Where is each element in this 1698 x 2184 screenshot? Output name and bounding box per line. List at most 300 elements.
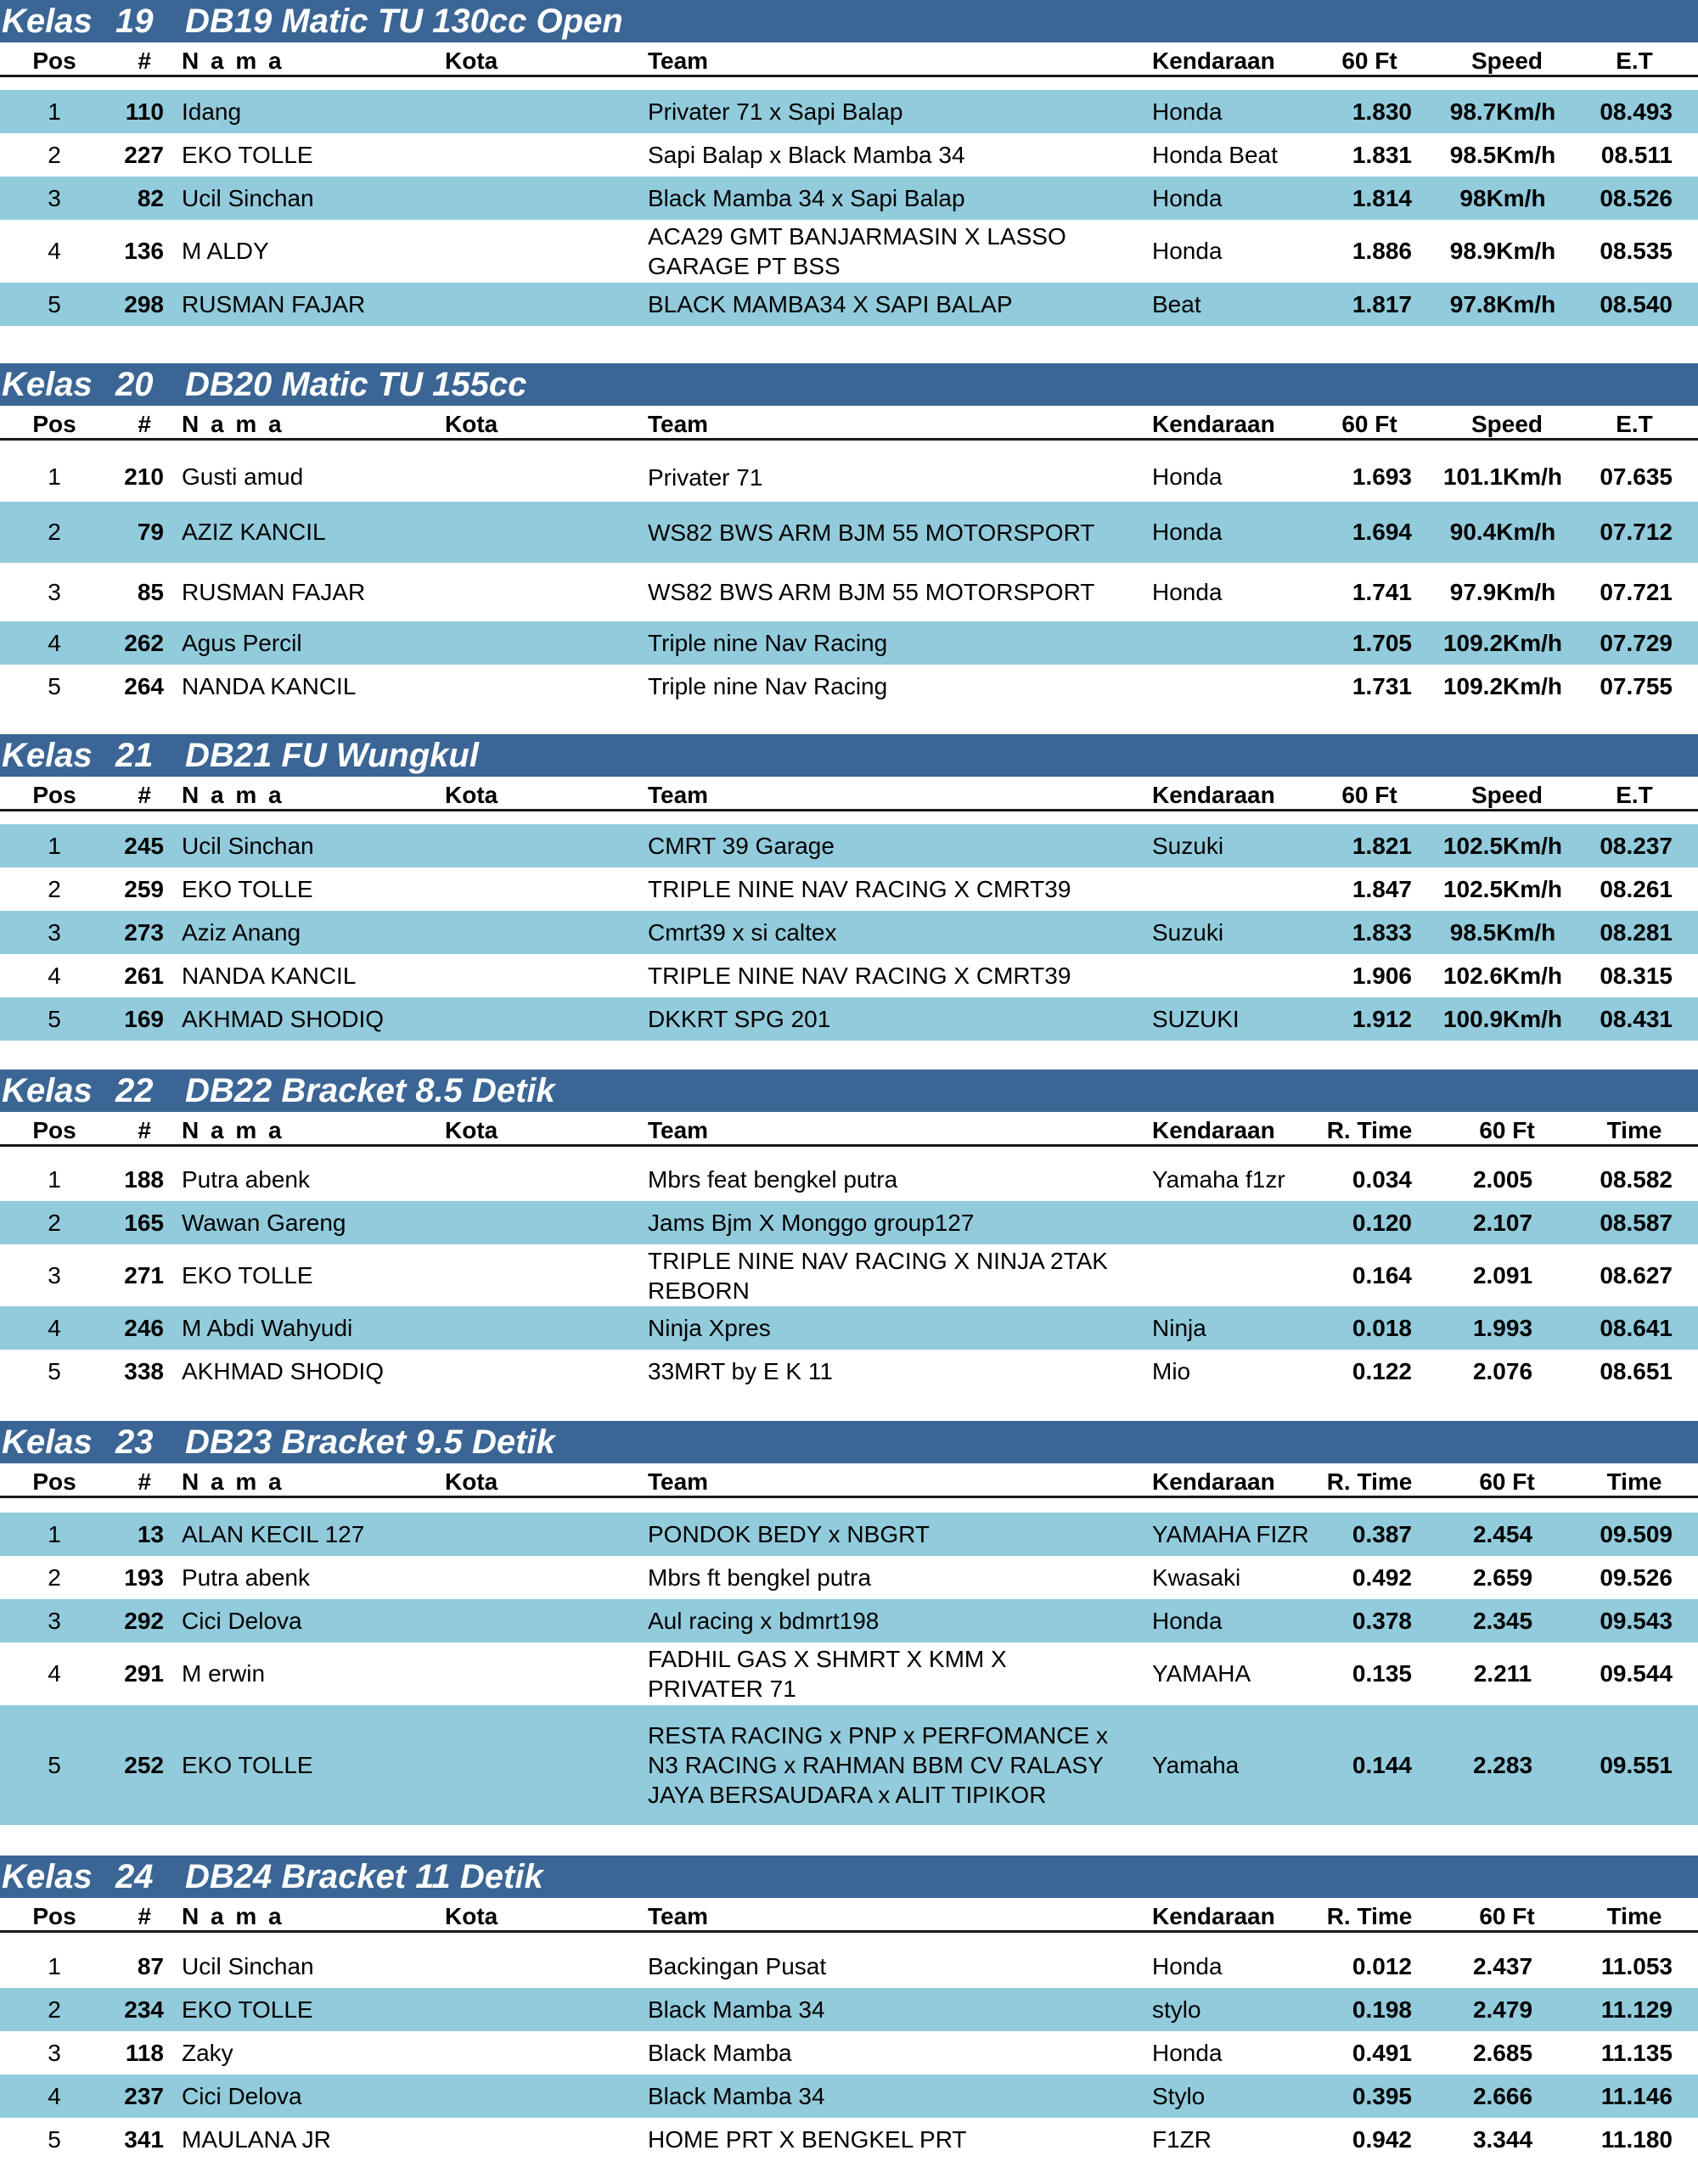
vehicle-cell: Yamaha bbox=[1152, 1751, 1240, 1778]
table-header bbox=[0, 1898, 1698, 1933]
kota-cell bbox=[445, 1244, 640, 1306]
value-cell-3: 08.281 bbox=[1600, 918, 1673, 946]
header-col-1: 60 Ft bbox=[1341, 782, 1397, 808]
value-cell-2: 97.9Km/h bbox=[1449, 578, 1556, 605]
racer-name-cell: Ucil Sinchan bbox=[182, 832, 314, 859]
value-cell-2: 2.659 bbox=[1472, 1564, 1533, 1591]
kota-cell bbox=[445, 452, 640, 502]
racer-number-cell: 118 bbox=[125, 2039, 164, 2066]
position-cell: 5 bbox=[48, 290, 61, 317]
team-cell: Black Mamba 34 bbox=[648, 2083, 825, 2109]
kota-cell bbox=[445, 177, 640, 220]
racer-number-cell: 234 bbox=[124, 1996, 164, 2023]
class-label: Kelas bbox=[2, 1072, 93, 1109]
position-cell: 5 bbox=[48, 1357, 61, 1384]
racer-name-cell: M erwin bbox=[182, 1660, 266, 1687]
table-row bbox=[0, 1513, 1698, 1556]
value-cell-2: 2.091 bbox=[1472, 1261, 1533, 1289]
table-row bbox=[0, 563, 1698, 621]
table-row bbox=[0, 2031, 1698, 2075]
value-cell-1: 1.694 bbox=[1352, 519, 1412, 545]
class-label: Kelas bbox=[2, 1423, 93, 1461]
table-row bbox=[0, 1350, 1698, 1393]
class-number: 24 bbox=[115, 1858, 154, 1895]
table-row bbox=[0, 867, 1698, 911]
value-cell-3: 09.526 bbox=[1600, 1564, 1673, 1591]
value-cell-2: 102.5Km/h bbox=[1442, 875, 1563, 902]
kota-cell bbox=[445, 220, 640, 283]
table-header bbox=[0, 1112, 1698, 1147]
value-cell-3: 11.180 bbox=[1600, 2125, 1673, 2153]
racer-number-cell: 246 bbox=[124, 1314, 164, 1341]
racer-number-cell: 261 bbox=[124, 962, 164, 989]
value-cell-1: 0.491 bbox=[1352, 2039, 1412, 2066]
vehicle-cell: SUZUKI bbox=[1152, 1005, 1240, 1032]
header-nama: N a m a bbox=[182, 1903, 284, 1929]
header-col-1: R. Time bbox=[1326, 1468, 1413, 1495]
header-number: # bbox=[138, 1117, 151, 1143]
racer-number-cell: 338 bbox=[124, 1357, 164, 1384]
header-pos: Pos bbox=[32, 411, 76, 437]
value-cell-1: 0.135 bbox=[1352, 1660, 1412, 1687]
value-cell-1: 1.817 bbox=[1352, 290, 1412, 317]
header-col-3: Time bbox=[1606, 1468, 1662, 1495]
vehicle-cell: Honda bbox=[1152, 238, 1223, 264]
value-cell-3: 07.712 bbox=[1600, 519, 1673, 545]
kota-cell bbox=[445, 563, 640, 621]
racer-name-cell: Ucil Sinchan bbox=[182, 1952, 314, 1979]
class-name: DB21 FU Wungkul bbox=[185, 737, 479, 774]
table-row bbox=[0, 2118, 1698, 2161]
header-team: Team bbox=[648, 1468, 709, 1495]
value-cell-3: 08.535 bbox=[1600, 238, 1673, 264]
team-cell: DKKRT SPG 201 bbox=[648, 1006, 831, 1032]
vehicle-cell: Honda bbox=[1152, 98, 1223, 125]
position-cell: 5 bbox=[48, 1751, 61, 1778]
position-cell: 1 bbox=[48, 463, 61, 490]
header-number: # bbox=[138, 1468, 151, 1495]
class-number: 22 bbox=[115, 1072, 154, 1109]
value-cell-1: 0.164 bbox=[1352, 1261, 1412, 1289]
vehicle-cell: stylo bbox=[1152, 1996, 1201, 2023]
table-header bbox=[0, 406, 1698, 441]
vehicle-cell: Ninja bbox=[1152, 1314, 1206, 1341]
header-kota: Kota bbox=[445, 1468, 498, 1495]
value-cell-2: 2.479 bbox=[1472, 1996, 1533, 2023]
value-cell-1: 1.847 bbox=[1352, 875, 1412, 902]
header-col-3: E.T bbox=[1616, 782, 1653, 808]
value-cell-2: 3.344 bbox=[1472, 2125, 1533, 2153]
value-cell-3: 08.493 bbox=[1600, 98, 1673, 125]
class-number: 20 bbox=[115, 366, 154, 403]
table-header bbox=[0, 777, 1698, 811]
team-cell: Cmrt39 x si caltex bbox=[648, 919, 837, 946]
header-team: Team bbox=[648, 1903, 709, 1929]
kota-cell bbox=[445, 867, 640, 911]
value-cell-3: 07.721 bbox=[1600, 578, 1673, 605]
value-cell-3: 09.551 bbox=[1600, 1751, 1673, 1778]
value-cell-1: 0.387 bbox=[1352, 1520, 1412, 1547]
position-cell: 3 bbox=[48, 578, 61, 605]
team-cell: Sapi Balap x Black Mamba 34 bbox=[648, 142, 965, 168]
vehicle-cell: Honda bbox=[1152, 184, 1223, 211]
value-cell-1: 1.831 bbox=[1352, 141, 1412, 168]
vehicle-cell bbox=[1152, 665, 1313, 708]
team-cell: HOME PRT X BENGKEL PRT bbox=[648, 2126, 967, 2153]
header-pos: Pos bbox=[32, 48, 76, 74]
value-cell-1: 0.198 bbox=[1352, 1996, 1412, 2023]
value-cell-2: 98.7Km/h bbox=[1449, 98, 1556, 125]
value-cell-3: 08.431 bbox=[1600, 1005, 1673, 1032]
header-team: Team bbox=[648, 411, 709, 437]
kota-cell bbox=[445, 1599, 640, 1642]
header-col-3: E.T bbox=[1616, 48, 1653, 74]
kota-cell bbox=[445, 1350, 640, 1393]
racer-name-cell: Putra abenk bbox=[182, 1165, 310, 1193]
table-row bbox=[0, 1705, 1698, 1825]
table-row bbox=[0, 133, 1698, 177]
kota-cell bbox=[445, 621, 640, 665]
header-number: # bbox=[138, 48, 151, 74]
value-cell-2: 2.005 bbox=[1472, 1165, 1533, 1193]
vehicle-cell: Suzuki bbox=[1152, 832, 1224, 859]
header-kendaraan: Kendaraan bbox=[1152, 1903, 1275, 1929]
kota-cell bbox=[445, 283, 640, 326]
table-row bbox=[0, 1244, 1698, 1306]
kota-cell bbox=[445, 2031, 640, 2075]
racer-name-cell: AZIZ KANCIL bbox=[182, 519, 326, 545]
header-col-2: Speed bbox=[1470, 782, 1543, 808]
kota-cell bbox=[445, 665, 640, 708]
value-cell-1: 1.693 bbox=[1352, 463, 1412, 490]
header-col-1: 60 Ft bbox=[1341, 48, 1397, 74]
table-row bbox=[0, 1945, 1698, 1988]
table-row bbox=[0, 997, 1698, 1041]
value-cell-2: 2.211 bbox=[1473, 1660, 1532, 1687]
team-cell: BLACK MAMBA34 X SAPI BALAP bbox=[648, 291, 1013, 317]
value-cell-3: 08.511 bbox=[1600, 141, 1673, 168]
value-cell-1: 0.395 bbox=[1352, 2082, 1412, 2109]
racer-number-cell: 87 bbox=[137, 1952, 164, 1979]
team-cell: Black Mamba bbox=[648, 2040, 792, 2066]
table-row bbox=[0, 824, 1698, 867]
value-cell-3: 09.543 bbox=[1600, 1607, 1673, 1634]
team-cell: Triple nine Nav Racing bbox=[648, 630, 888, 656]
header-col-3: Time bbox=[1606, 1117, 1662, 1143]
table-row bbox=[0, 1599, 1698, 1642]
racer-number-cell: 341 bbox=[124, 2125, 164, 2153]
table-row bbox=[0, 90, 1698, 133]
value-cell-1: 0.144 bbox=[1352, 1751, 1412, 1778]
racer-name-cell: Gusti amud bbox=[182, 463, 304, 490]
header-nama: N a m a bbox=[182, 782, 284, 808]
value-cell-2: 98.9Km/h bbox=[1449, 238, 1556, 264]
header-col-1: 60 Ft bbox=[1341, 411, 1397, 437]
position-cell: 3 bbox=[48, 2039, 61, 2066]
class-title-bar bbox=[0, 1856, 1698, 1898]
team-cell: PONDOK BEDY x NBGRT bbox=[648, 1521, 930, 1547]
value-cell-3: 07.755 bbox=[1600, 672, 1673, 699]
value-cell-2: 102.6Km/h bbox=[1442, 962, 1563, 989]
table-header bbox=[0, 1463, 1698, 1498]
racer-name-cell: EKO TOLLE bbox=[182, 875, 313, 902]
class-title-bar bbox=[0, 363, 1698, 406]
kota-cell bbox=[445, 90, 640, 133]
position-cell: 4 bbox=[48, 629, 61, 656]
racer-number-cell: 227 bbox=[124, 141, 164, 168]
value-cell-2: 2.076 bbox=[1472, 1357, 1533, 1384]
kota-cell bbox=[445, 824, 640, 867]
table-row bbox=[0, 2075, 1698, 2118]
value-cell-3: 08.261 bbox=[1600, 875, 1673, 902]
table-row bbox=[0, 1201, 1698, 1244]
value-cell-3: 09.509 bbox=[1600, 1520, 1673, 1547]
value-cell-3: 08.315 bbox=[1600, 962, 1673, 989]
team-cell: Jams Bjm X Monggo group127 bbox=[648, 1210, 975, 1236]
racer-name-cell: Cici Delova bbox=[182, 1607, 302, 1634]
position-cell: 5 bbox=[48, 672, 61, 699]
value-cell-1: 1.731 bbox=[1352, 672, 1412, 699]
value-cell-2: 98Km/h bbox=[1459, 184, 1546, 211]
racer-number-cell: 259 bbox=[124, 875, 164, 902]
header-nama: N a m a bbox=[182, 48, 284, 74]
header-nama: N a m a bbox=[182, 1468, 284, 1495]
value-cell-3: 08.587 bbox=[1600, 1209, 1673, 1236]
value-cell-1: 1.830 bbox=[1352, 98, 1412, 125]
header-team: Team bbox=[648, 1117, 709, 1143]
position-cell: 4 bbox=[48, 1660, 61, 1687]
header-number: # bbox=[138, 782, 151, 808]
header-kota: Kota bbox=[445, 1117, 498, 1143]
vehicle-cell bbox=[1152, 867, 1313, 911]
value-cell-1: 0.034 bbox=[1352, 1165, 1412, 1193]
kota-cell bbox=[445, 954, 640, 997]
value-cell-2: 2.454 bbox=[1472, 1520, 1533, 1547]
value-cell-1: 0.012 bbox=[1352, 1952, 1412, 1979]
position-cell: 1 bbox=[48, 1165, 61, 1193]
value-cell-3: 11.135 bbox=[1600, 2039, 1673, 2066]
position-cell: 3 bbox=[48, 1607, 61, 1634]
racer-number-cell: 298 bbox=[124, 290, 164, 317]
position-cell: 4 bbox=[48, 1314, 61, 1341]
value-cell-1: 1.833 bbox=[1352, 918, 1412, 946]
table-row bbox=[0, 1988, 1698, 2031]
position-cell: 2 bbox=[48, 1209, 61, 1236]
vehicle-cell: Honda Beat bbox=[1152, 141, 1278, 168]
value-cell-2: 2.283 bbox=[1472, 1751, 1533, 1778]
value-cell-2: 2.685 bbox=[1472, 2039, 1533, 2066]
header-kota: Kota bbox=[445, 48, 498, 74]
value-cell-1: 1.814 bbox=[1352, 184, 1412, 211]
kota-cell bbox=[445, 911, 640, 954]
kota-cell bbox=[445, 2118, 640, 2161]
table-row bbox=[0, 502, 1698, 563]
racer-name-cell: Zaky bbox=[182, 2039, 233, 2066]
table-row bbox=[0, 1642, 1698, 1705]
header-nama: N a m a bbox=[182, 411, 284, 437]
table-row bbox=[0, 1306, 1698, 1350]
header-kendaraan: Kendaraan bbox=[1152, 48, 1275, 74]
value-cell-3: 07.729 bbox=[1600, 629, 1673, 656]
kota-cell bbox=[445, 1988, 640, 2031]
racer-number-cell: 262 bbox=[124, 629, 164, 656]
value-cell-3: 09.544 bbox=[1600, 1660, 1673, 1687]
kota-cell bbox=[445, 2075, 640, 2118]
value-cell-1: 0.122 bbox=[1352, 1357, 1412, 1384]
value-cell-2: 98.5Km/h bbox=[1449, 918, 1556, 946]
value-cell-1: 1.821 bbox=[1352, 832, 1412, 859]
racer-number-cell: 291 bbox=[124, 1660, 164, 1687]
racer-number-cell: 13 bbox=[137, 1520, 164, 1547]
racer-name-cell: M ALDY bbox=[182, 238, 269, 264]
value-cell-3: 08.526 bbox=[1600, 184, 1673, 211]
position-cell: 3 bbox=[48, 918, 61, 946]
value-cell-3: 11.129 bbox=[1600, 1996, 1673, 2023]
position-cell: 4 bbox=[48, 2082, 61, 2109]
racer-name-cell: M Abdi Wahyudi bbox=[182, 1314, 353, 1341]
value-cell-3: 08.627 bbox=[1600, 1261, 1673, 1289]
team-cell: Black Mamba 34 bbox=[648, 1996, 825, 2023]
kota-cell bbox=[445, 1306, 640, 1350]
table-row bbox=[0, 665, 1698, 708]
value-cell-1: 0.492 bbox=[1352, 1564, 1412, 1591]
header-team: Team bbox=[648, 782, 709, 808]
class-title-bar bbox=[0, 1070, 1698, 1112]
racer-name-cell: EKO TOLLE bbox=[182, 141, 313, 168]
racer-number-cell: 210 bbox=[124, 463, 164, 490]
header-pos: Pos bbox=[32, 1117, 76, 1143]
value-cell-2: 97.8Km/h bbox=[1449, 290, 1556, 317]
header-kendaraan: Kendaraan bbox=[1152, 1117, 1275, 1143]
vehicle-cell: Suzuki bbox=[1152, 918, 1224, 946]
vehicle-cell: Honda bbox=[1152, 2039, 1223, 2066]
racer-name-cell: Wawan Gareng bbox=[182, 1209, 346, 1236]
racer-number-cell: 193 bbox=[124, 1564, 164, 1591]
header-pos: Pos bbox=[32, 1468, 76, 1495]
value-cell-2: 101.1Km/h bbox=[1442, 463, 1563, 490]
position-cell: 5 bbox=[48, 1005, 61, 1032]
header-col-3: Time bbox=[1606, 1903, 1662, 1929]
class-label: Kelas bbox=[2, 366, 93, 403]
vehicle-cell: Yamaha f1zr bbox=[1152, 1165, 1285, 1193]
position-cell: 2 bbox=[48, 141, 61, 168]
vehicle-cell: Beat bbox=[1152, 290, 1201, 317]
racer-name-cell: Agus Percil bbox=[182, 629, 302, 656]
value-cell-3: 07.635 bbox=[1600, 463, 1673, 490]
team-cell: RESTA RACING x PNP x PERFOMANCE x N3 RACING x RAHMAN BBM CV RALASY JAYA BERSAUDARA x ALIT TIPIKOR bbox=[648, 1722, 1108, 1808]
class-label: Kelas bbox=[2, 737, 93, 774]
class-title-bar bbox=[0, 1421, 1698, 1463]
team-cell: Triple nine Nav Racing bbox=[648, 673, 888, 699]
class-name: DB24 Bracket 11 Detik bbox=[185, 1858, 543, 1895]
team-cell: Aul racing x bdmrt198 bbox=[648, 1608, 880, 1634]
kota-cell bbox=[445, 133, 640, 177]
vehicle-cell: Mio bbox=[1152, 1357, 1191, 1384]
value-cell-3: 11.146 bbox=[1600, 2082, 1673, 2109]
value-cell-2: 109.2Km/h bbox=[1442, 672, 1563, 699]
position-cell: 3 bbox=[48, 184, 61, 211]
header-col-1: R. Time bbox=[1326, 1117, 1413, 1143]
value-cell-2: 109.2Km/h bbox=[1442, 629, 1563, 656]
vehicle-cell: Stylo bbox=[1152, 2082, 1206, 2109]
racer-number-cell: 85 bbox=[137, 578, 164, 605]
vehicle-cell: F1ZR bbox=[1152, 2125, 1212, 2153]
team-cell: Ninja Xpres bbox=[648, 1315, 771, 1341]
value-cell-1: 0.378 bbox=[1352, 1607, 1412, 1634]
position-cell: 2 bbox=[48, 1564, 61, 1591]
kota-cell bbox=[445, 1945, 640, 1988]
value-cell-1: 1.705 bbox=[1352, 629, 1412, 656]
racer-name-cell: EKO TOLLE bbox=[182, 1996, 313, 2023]
value-cell-1: 1.886 bbox=[1352, 238, 1412, 264]
vehicle-cell: Honda bbox=[1152, 1607, 1223, 1634]
team-cell: Black Mamba 34 x Sapi Balap bbox=[648, 185, 965, 211]
table-row bbox=[0, 621, 1698, 665]
table-row bbox=[0, 220, 1698, 283]
kota-cell bbox=[445, 1513, 640, 1556]
table-row bbox=[0, 177, 1698, 220]
racer-name-cell: EKO TOLLE bbox=[182, 1261, 313, 1289]
racer-name-cell: ALAN KECIL 127 bbox=[182, 1520, 365, 1547]
team-cell: CMRT 39 Garage bbox=[648, 833, 835, 859]
team-cell: Mbrs ft bengkel putra bbox=[648, 1564, 872, 1591]
racer-number-cell: 82 bbox=[137, 184, 164, 211]
vehicle-cell: YAMAHA FIZR bbox=[1152, 1520, 1309, 1547]
kota-cell bbox=[445, 1158, 640, 1201]
position-cell: 2 bbox=[48, 875, 61, 902]
racer-number-cell: 264 bbox=[124, 672, 164, 699]
header-kendaraan: Kendaraan bbox=[1152, 782, 1275, 808]
header-kota: Kota bbox=[445, 1903, 498, 1929]
value-cell-1: 1.906 bbox=[1352, 962, 1412, 989]
racer-name-cell: Idang bbox=[182, 98, 242, 125]
header-nama: N a m a bbox=[182, 1117, 284, 1143]
team-cell: TRIPLE NINE NAV RACING X NINJA 2TAK REBORN bbox=[648, 1247, 1108, 1304]
vehicle-cell: Honda bbox=[1152, 578, 1223, 605]
kota-cell bbox=[445, 1201, 640, 1244]
position-cell: 1 bbox=[48, 1520, 61, 1547]
kota-cell bbox=[445, 1556, 640, 1599]
class-name: DB22 Bracket 8.5 Detik bbox=[185, 1072, 555, 1109]
racer-number-cell: 245 bbox=[124, 832, 164, 859]
position-cell: 2 bbox=[48, 519, 61, 545]
value-cell-1: 0.018 bbox=[1352, 1314, 1412, 1341]
team-cell: Privater 71 bbox=[648, 463, 763, 491]
header-kendaraan: Kendaraan bbox=[1152, 1468, 1275, 1495]
team-cell: Privater 71 x Sapi Balap bbox=[648, 98, 903, 125]
class-name: DB20 Matic TU 155cc bbox=[185, 366, 527, 403]
position-cell: 1 bbox=[48, 1952, 61, 1979]
racer-number-cell: 271 bbox=[124, 1261, 164, 1289]
class-name: DB23 Bracket 9.5 Detik bbox=[185, 1423, 555, 1461]
class-number: 19 bbox=[115, 3, 154, 40]
value-cell-2: 2.107 bbox=[1472, 1209, 1533, 1236]
value-cell-2: 90.4Km/h bbox=[1449, 519, 1556, 545]
position-cell: 4 bbox=[48, 962, 61, 989]
team-cell: 33MRT by E K 11 bbox=[648, 1358, 833, 1384]
team-cell: ACA29 GMT BANJARMASIN X LASSO GARAGE PT BSS bbox=[648, 223, 1066, 279]
header-kota: Kota bbox=[445, 411, 498, 437]
racer-name-cell: Aziz Anang bbox=[182, 918, 301, 946]
racer-name-cell: RUSMAN FAJAR bbox=[182, 578, 366, 605]
class-number: 23 bbox=[115, 1423, 154, 1461]
racer-number-cell: 165 bbox=[124, 1209, 164, 1236]
header-col-2: 60 Ft bbox=[1479, 1468, 1535, 1495]
racer-name-cell: NANDA KANCIL bbox=[182, 962, 357, 989]
racer-name-cell: MAULANA JR bbox=[182, 2125, 331, 2153]
class-name: DB19 Matic TU 130cc Open bbox=[185, 3, 623, 40]
table-row bbox=[0, 452, 1698, 502]
